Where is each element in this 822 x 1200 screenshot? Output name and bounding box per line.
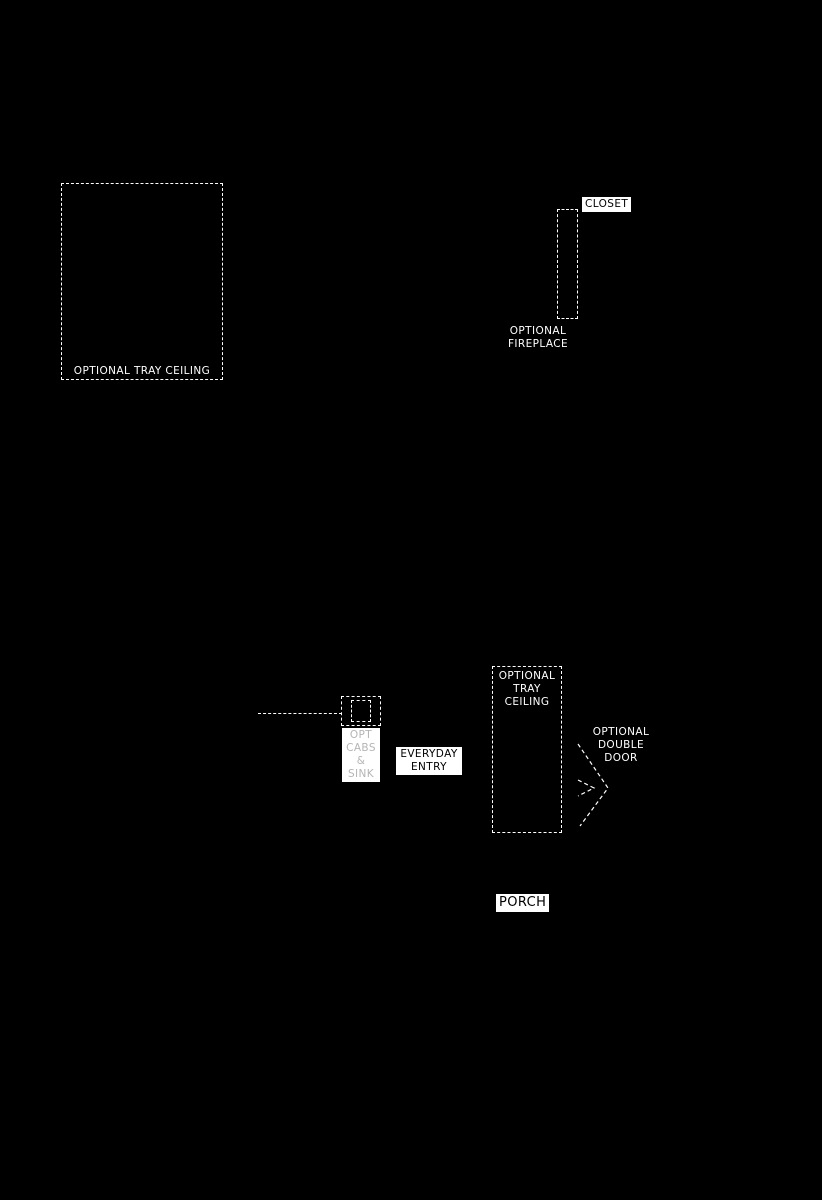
opt-cabs-counter-line: [258, 713, 342, 714]
porch-label: PORCH: [496, 894, 549, 912]
sink-outline: [351, 700, 371, 722]
closet-label: CLOSET: [582, 197, 631, 212]
optional-tray-ceiling-outline-upper: [61, 183, 223, 380]
double-door-swing-icon: [572, 740, 616, 830]
optional-tray-ceiling-label-lower: OPTIONAL TRAY CEILING: [498, 670, 556, 708]
opt-cabs-sink-label: OPT CABS & SINK: [342, 728, 380, 782]
everyday-entry-label: EVERYDAY ENTRY: [396, 747, 462, 775]
optional-fireplace-outline: [557, 209, 578, 319]
optional-double-door-label: OPTIONAL DOUBLE DOOR: [592, 726, 650, 764]
optional-tray-ceiling-label-upper: OPTIONAL TRAY CEILING: [73, 365, 211, 377]
optional-fireplace-label: OPTIONAL FIREPLACE: [507, 325, 569, 350]
